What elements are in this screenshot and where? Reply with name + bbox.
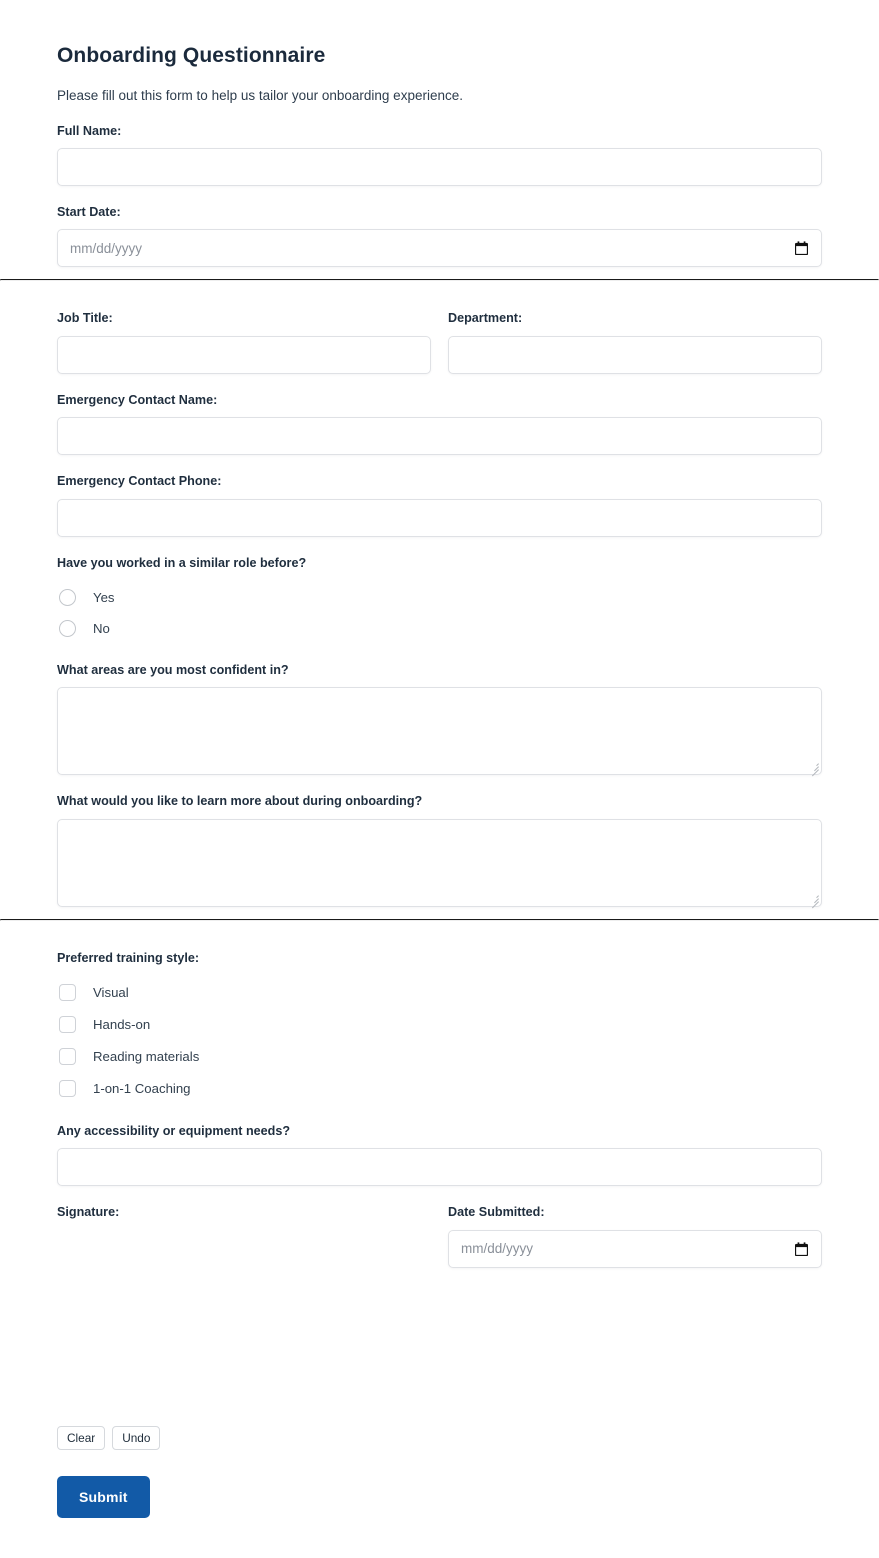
- confident-areas-label: What areas are you most confident in?: [57, 662, 289, 677]
- checkbox-option-label: Visual: [93, 985, 129, 1001]
- field-similar-role: [57, 537, 822, 644]
- radio-option-no[interactable]: [57, 613, 822, 644]
- page-title: Onboarding Questionnaire: [57, 44, 326, 67]
- form-section-personal: [0, 0, 879, 267]
- field-training-style: [57, 932, 822, 1105]
- column-department: [448, 310, 822, 373]
- emergency-contact-phone-input[interactable]: [57, 499, 822, 537]
- submit-area: [57, 1450, 822, 1558]
- clear-signature-button[interactable]: Clear: [57, 1426, 105, 1451]
- checkbox-square-icon[interactable]: [59, 984, 76, 1001]
- signature-label: Signature:: [57, 1205, 120, 1220]
- page-description: Please fill out this form to help us tailor your onboarding experience.: [57, 88, 463, 104]
- training-style-checkbox-group: [57, 975, 822, 1105]
- divider-spacer-bottom-1: [0, 281, 879, 292]
- confident-areas-wrapper: [57, 687, 822, 775]
- field-start-date: [57, 186, 822, 267]
- full-name-label: Full Name:: [57, 123, 122, 138]
- field-department: [448, 310, 822, 373]
- field-confident-areas: [57, 644, 822, 775]
- field-emergency-contact-name: [57, 374, 822, 455]
- emergency-contact-phone-label: Emergency Contact Phone:: [57, 474, 222, 489]
- divider-spacer-top-1: [0, 267, 879, 279]
- emergency-contact-name-input[interactable]: [57, 417, 822, 455]
- department-input[interactable]: [448, 336, 822, 374]
- department-label: Department:: [448, 311, 523, 326]
- date-submitted-input[interactable]: [448, 1230, 822, 1268]
- learn-more-textarea[interactable]: [57, 819, 822, 907]
- field-learn-more: [57, 775, 822, 906]
- checkbox-option-reading-materials[interactable]: [57, 1041, 822, 1073]
- checkbox-option-visual[interactable]: [57, 977, 822, 1009]
- field-emergency-contact-phone: [57, 455, 822, 536]
- checkbox-option-label: 1-on-1 Coaching: [93, 1081, 191, 1097]
- signature-canvas[interactable]: [57, 1230, 431, 1426]
- job-title-input[interactable]: [57, 336, 431, 374]
- start-date-wrapper: [57, 229, 822, 267]
- similar-role-radio-group: [57, 580, 822, 644]
- accessibility-needs-label: Any accessibility or equipment needs?: [57, 1123, 291, 1138]
- full-name-input[interactable]: [57, 148, 822, 186]
- column-signature: [57, 1204, 431, 1450]
- similar-role-label: Have you worked in a similar role before?: [57, 555, 307, 570]
- date-submitted-wrapper: [448, 1230, 822, 1268]
- checkbox-option-label: Hands-on: [93, 1017, 151, 1033]
- form-section-preferences: [0, 932, 879, 1558]
- column-job-title: [57, 310, 431, 373]
- training-style-label: Preferred training style:: [57, 950, 200, 965]
- start-date-input[interactable]: [57, 229, 822, 267]
- checkbox-square-icon[interactable]: [59, 1048, 76, 1065]
- checkbox-option-1-on-1-coaching[interactable]: [57, 1073, 822, 1105]
- row-signature-date: [57, 1186, 822, 1450]
- checkbox-square-icon[interactable]: [59, 1080, 76, 1097]
- radio-option-yes[interactable]: [57, 582, 822, 613]
- radio-option-label: Yes: [93, 589, 115, 605]
- radio-circle-icon[interactable]: [59, 589, 76, 606]
- signature-controls: [57, 1426, 431, 1451]
- row-job-department: [57, 292, 822, 373]
- job-title-label: Job Title:: [57, 311, 113, 326]
- submit-button[interactable]: Submit: [57, 1476, 150, 1518]
- confident-areas-textarea[interactable]: [57, 687, 822, 775]
- field-job-title: [57, 310, 431, 373]
- checkbox-option-hands-on[interactable]: [57, 1009, 822, 1041]
- radio-circle-icon[interactable]: [59, 620, 76, 637]
- checkbox-option-label: Reading materials: [93, 1049, 200, 1065]
- signature-date-columns: [57, 1204, 822, 1450]
- radio-option-label: No: [93, 620, 110, 636]
- start-date-label: Start Date:: [57, 205, 121, 220]
- learn-more-wrapper: [57, 819, 822, 907]
- form-section-role: [0, 292, 879, 906]
- column-date-submitted: [448, 1204, 822, 1450]
- accessibility-needs-input[interactable]: [57, 1148, 822, 1186]
- learn-more-label: What would you like to learn more about during onboarding?: [57, 794, 423, 809]
- emergency-contact-name-label: Emergency Contact Name:: [57, 392, 218, 407]
- divider-spacer-bottom-2: [0, 921, 879, 932]
- field-accessibility-needs: [57, 1105, 822, 1186]
- date-submitted-label: Date Submitted:: [448, 1205, 545, 1220]
- field-full-name: [57, 105, 822, 186]
- undo-signature-button[interactable]: Undo: [112, 1426, 160, 1451]
- divider-spacer-top-2: [0, 907, 879, 919]
- checkbox-square-icon[interactable]: [59, 1016, 76, 1033]
